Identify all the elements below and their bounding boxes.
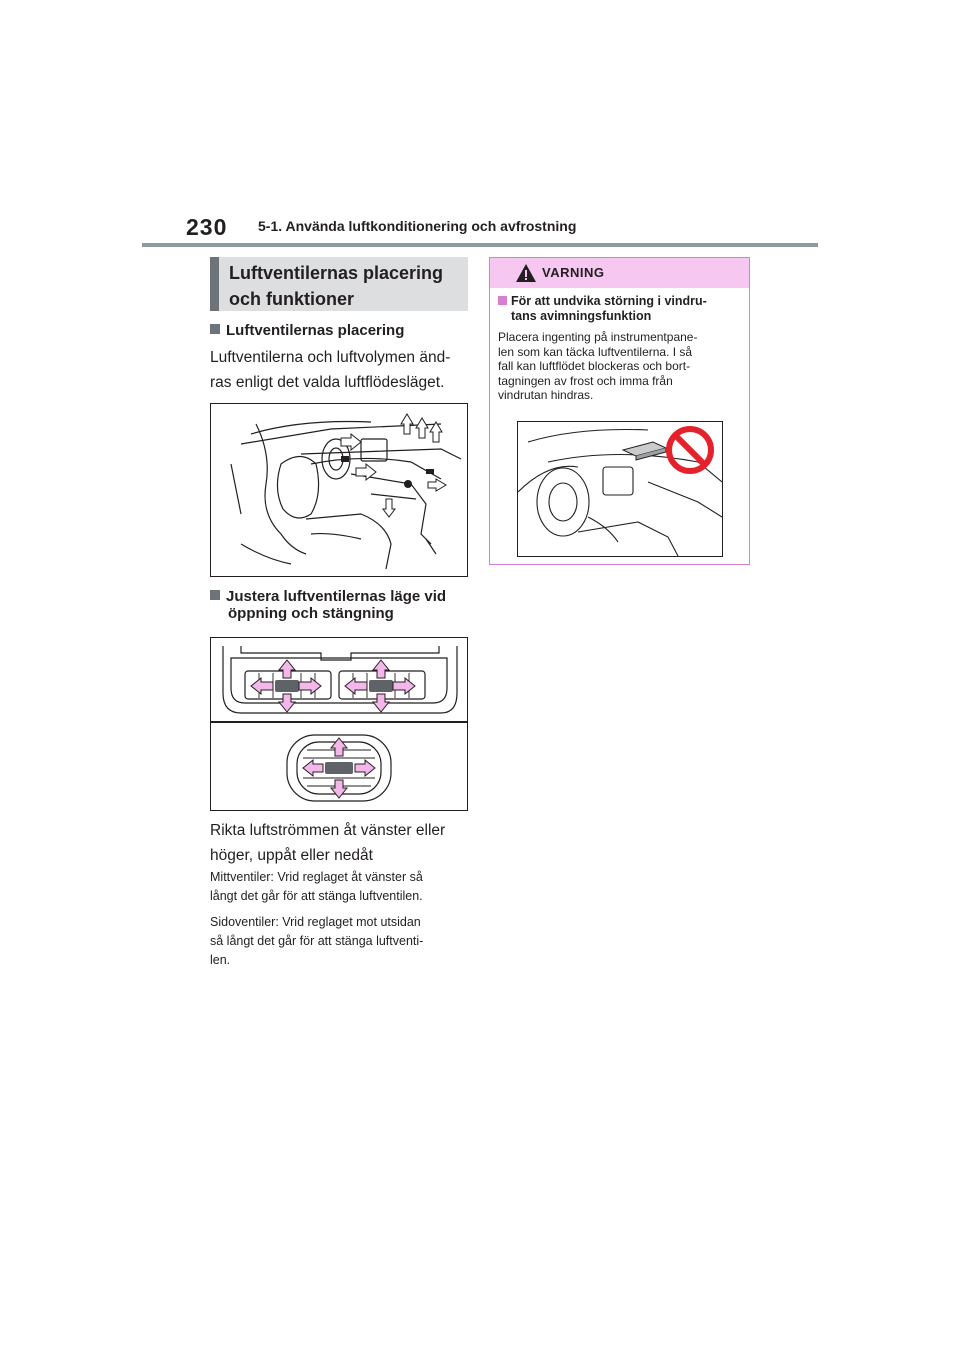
dashboard-drawing bbox=[518, 422, 722, 556]
placement-text-line2: ras enligt det valda luftflödesläget. bbox=[210, 374, 445, 391]
adjust-heading-line1: Justera luftventilernas läge vid bbox=[226, 588, 447, 605]
section-title-box bbox=[210, 257, 468, 311]
warning-box bbox=[489, 257, 750, 565]
warning-header bbox=[490, 258, 749, 288]
page-number: 230 bbox=[186, 214, 228, 240]
vent-drawing bbox=[211, 638, 467, 810]
warning-label: VARNING bbox=[542, 265, 605, 280]
warning-text-line4: tagningen av frost och imma från bbox=[498, 373, 673, 388]
warning-text-line3: fall kan luftflödet blockeras och bort- bbox=[498, 359, 691, 373]
cabin-drawing bbox=[211, 404, 467, 576]
adjust-heading-line2: öppning och stängning bbox=[228, 605, 394, 622]
side-vent-line1: Sidoventiler: Vrid reglaget mot utsidan bbox=[210, 915, 421, 929]
bullet-square-icon bbox=[210, 324, 220, 334]
warning-text-line1: Placera ingenting på instrumentpane- bbox=[498, 330, 698, 344]
warning-text-line2: len som kan täcka luftventilerna. I så bbox=[498, 344, 693, 359]
placement-heading-text: Luftventilernas placering bbox=[226, 322, 405, 339]
prohibition-icon bbox=[669, 429, 711, 471]
bullet-square-icon bbox=[210, 590, 220, 600]
vent-adjustment-illustration bbox=[210, 637, 468, 811]
section-title-line1: Luftventilernas placering bbox=[229, 263, 444, 283]
warning-triangle-icon bbox=[515, 263, 537, 283]
vent-location-illustration bbox=[210, 403, 468, 577]
adjust-text-line1: Rikta luftströmmen åt vänster eller bbox=[210, 822, 446, 839]
warning-text bbox=[498, 330, 743, 403]
chapter-title: 5-1. Använda luftkonditionering och avfrostning bbox=[258, 218, 577, 234]
placement-text-line1: Luftventilerna och luftvolymen änd- bbox=[210, 349, 451, 366]
section-title-line2: och funktioner bbox=[229, 289, 354, 309]
warning-subheading bbox=[498, 294, 743, 324]
header-rule bbox=[142, 243, 818, 247]
side-vent-line2: så långt det går för att stänga luftventi- bbox=[210, 934, 424, 948]
warning-sub-line2: tans avimningsfunktion bbox=[511, 309, 652, 323]
bullet-square-icon bbox=[498, 296, 507, 305]
placement-heading bbox=[210, 318, 404, 343]
center-vent-line1: Mittventiler: Vrid reglaget åt vänster så bbox=[210, 870, 423, 884]
warning-sub-line1: För att undvika störning i vindru- bbox=[511, 294, 707, 308]
adjust-text-line2: höger, uppåt eller nedåt bbox=[210, 847, 373, 864]
warning-text-line5: vindrutan hindras. bbox=[498, 388, 594, 402]
dashboard-warning-illustration bbox=[517, 421, 723, 557]
side-vent-line3: len. bbox=[210, 953, 231, 967]
center-vent-line2: långt det går för att stänga luftventilen. bbox=[210, 889, 423, 903]
